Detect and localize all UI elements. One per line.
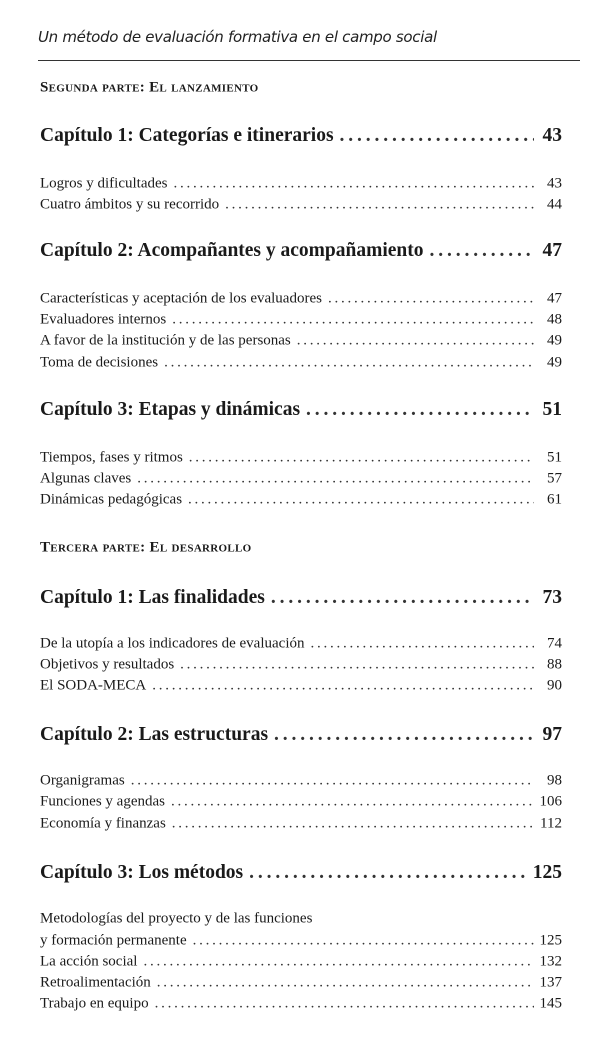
dot-leader — [143, 954, 533, 971]
dot-leader — [155, 996, 534, 1013]
dot-leader — [171, 794, 534, 811]
toc-chapter — [40, 399, 562, 421]
dot-leader — [311, 636, 535, 653]
toc-entry-title: Trabajo en equipo — [40, 995, 149, 1012]
toc-entry-title: Metodologías del proyecto y de las funciones — [40, 910, 313, 927]
page-number: 43 — [547, 175, 562, 192]
dot-leader — [137, 471, 534, 488]
toc-entry — [40, 355, 562, 372]
toc-entry — [40, 636, 562, 653]
toc-entry — [40, 657, 562, 674]
toc-entry-title: La acción social — [40, 953, 138, 970]
page-number: 112 — [540, 815, 562, 832]
dot-leader — [173, 176, 534, 193]
toc-chapter-title: Capítulo 3: Etapas y dinámicas — [40, 399, 301, 420]
dot-leader — [172, 312, 534, 329]
toc-entry — [40, 975, 562, 992]
page-number: 47 — [547, 290, 562, 307]
page-number: 137 — [539, 974, 562, 991]
toc-chapter-title: Capítulo 1: Las finalidades — [40, 587, 265, 608]
dot-leader — [340, 125, 534, 147]
toc-entry — [40, 176, 562, 193]
toc-chapter — [40, 125, 562, 147]
page-number: 49 — [547, 354, 562, 371]
toc-entry-title: Tiempos, fases y ritmos — [40, 449, 183, 466]
dot-leader — [249, 862, 527, 884]
toc-entry-title: Algunas claves — [40, 470, 132, 487]
page-number: 106 — [539, 793, 562, 810]
page-number: 51 — [547, 449, 562, 466]
toc-part-title: Tercera parte: El desarrollo — [40, 539, 252, 556]
toc-entry — [40, 333, 562, 350]
toc-chapter — [40, 724, 562, 746]
toc-entry-title: El SODA-MECA — [40, 677, 147, 694]
dot-leader — [306, 399, 534, 421]
toc-entry-title: Objetivos y resultados — [40, 656, 175, 673]
toc-entry — [40, 911, 562, 928]
page-number: 88 — [547, 656, 562, 673]
toc-entry — [40, 197, 562, 214]
header-rule — [38, 60, 580, 61]
toc-entry-title: Organigramas — [40, 772, 125, 789]
toc-part — [40, 540, 562, 557]
toc-entry — [40, 933, 562, 950]
page-number: 132 — [539, 953, 562, 970]
page-number: 47 — [542, 240, 562, 261]
toc-entry-title: De la utopía a los indicadores de evaluación — [40, 635, 305, 652]
toc-chapter-title: Capítulo 2: Las estructuras — [40, 724, 269, 745]
dot-leader — [164, 355, 534, 372]
page-number: 125 — [539, 932, 562, 949]
toc-entry-title: A favor de la institución y de las personas — [40, 332, 291, 349]
dot-leader — [189, 450, 534, 467]
toc-chapter — [40, 587, 562, 609]
dot-leader — [430, 240, 534, 262]
toc-chapter — [40, 240, 562, 262]
page-number: 57 — [547, 470, 562, 487]
page-number: 73 — [542, 587, 562, 608]
toc-entry-title: Características y aceptación de los evaluadores — [40, 290, 322, 307]
dot-leader — [172, 816, 534, 833]
toc-part-title: Segunda parte: El lanzamiento — [40, 79, 259, 96]
toc-entry-title: Economía y finanzas — [40, 815, 166, 832]
toc-entry-title: Funciones y agendas — [40, 793, 165, 810]
page-number: 61 — [547, 491, 562, 508]
page-number: 44 — [547, 196, 562, 213]
dot-leader — [225, 197, 534, 214]
page-number: 49 — [547, 332, 562, 349]
dot-leader — [180, 657, 534, 674]
toc-entry — [40, 954, 562, 971]
page-number: 90 — [547, 677, 562, 694]
toc-entry — [40, 794, 562, 811]
toc-entry — [40, 816, 562, 833]
toc-entry-title: Retroalimentación — [40, 974, 151, 991]
page-number: 145 — [539, 995, 562, 1012]
dot-leader — [328, 291, 534, 308]
page-number: 98 — [547, 772, 562, 789]
toc-entry — [40, 996, 562, 1013]
toc-entry — [40, 291, 562, 308]
dot-leader — [152, 678, 534, 695]
toc-entry-title: Cuatro ámbitos y su recorrido — [40, 196, 220, 213]
page-number: 74 — [547, 635, 562, 652]
toc-entry-title: y formación permanente — [40, 932, 187, 949]
dot-leader — [131, 773, 534, 790]
dot-leader — [271, 587, 534, 609]
running-header: Un método de evaluación formativa en el campo social — [38, 28, 437, 46]
toc-chapter-title: Capítulo 1: Categorías e itinerarios — [40, 125, 334, 146]
toc-entry-title: Dinámicas pedagógicas — [40, 491, 183, 508]
toc-entry-title: Evaluadores internos — [40, 311, 167, 328]
toc-entry — [40, 450, 562, 467]
toc-entry — [40, 678, 562, 695]
toc-chapter-title: Capítulo 3: Los métodos — [40, 862, 244, 883]
toc-entry-title: Logros y dificultades — [40, 175, 168, 192]
toc-part — [40, 80, 562, 97]
dot-leader — [188, 492, 534, 509]
toc-chapter-title: Capítulo 2: Acompañantes y acompañamiento — [40, 240, 424, 261]
page-number: 125 — [532, 862, 562, 883]
toc-entry — [40, 312, 562, 329]
dot-leader — [274, 724, 534, 746]
toc-entry — [40, 492, 562, 509]
page-number: 51 — [542, 399, 562, 420]
page-number: 97 — [542, 724, 562, 745]
page-number: 43 — [542, 125, 562, 146]
toc-entry-title: Toma de decisiones — [40, 354, 159, 371]
dot-leader — [157, 975, 534, 992]
dot-leader — [193, 933, 534, 950]
dot-leader — [297, 333, 534, 350]
toc-entry — [40, 471, 562, 488]
toc-entry — [40, 773, 562, 790]
page-number: 48 — [547, 311, 562, 328]
toc-chapter — [40, 862, 562, 884]
